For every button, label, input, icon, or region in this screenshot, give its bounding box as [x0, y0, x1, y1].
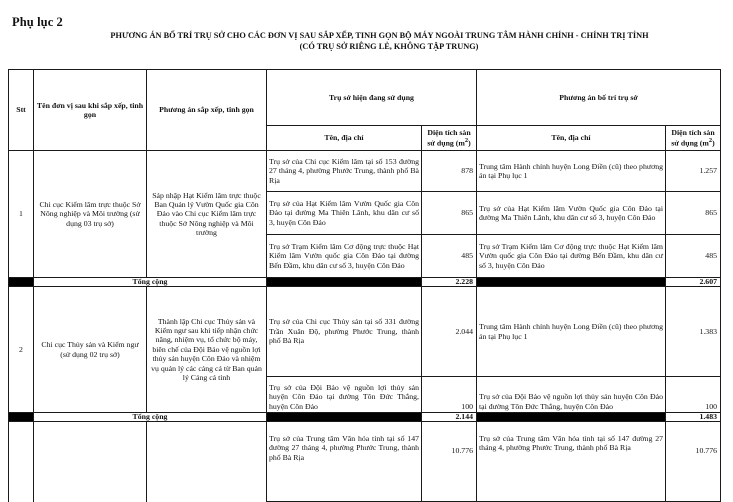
header-unit: Tên đơn vị sau khi sắp xếp, tinh gọn — [34, 70, 147, 151]
total-filler — [9, 413, 34, 422]
header-proposed-offices: Phương án bố trí trụ sở — [477, 70, 721, 126]
table-row — [9, 287, 721, 377]
proposed-area-cell: 10.776 — [666, 422, 721, 502]
proposed-office-cell: Trụ sở của Trung tâm Văn hóa tỉnh tại số 147 đường 27 tháng 4, phường Phước Trung, thành phố Bà Rịa — [477, 422, 666, 502]
document-heading: PHƯƠNG ÁN BỐ TRÍ TRỤ SỞ CHO CÁC ĐƠN VỊ SAU SẮP XẾP, TINH GỌN BỘ MÁY NGOÀI TRUNG TÂM HÀNH CHÍNH - CHÍNH TRỊ TỈNH — [110, 31, 649, 40]
proposed-office-cell: Trụ sở của Hạt Kiểm lâm Vườn Quốc gia Côn Đảo tại đường Ma Thiên Lãnh, khu dân cư số 3, huyện Côn Đảo — [477, 192, 666, 235]
proposed-area-cell: 100 — [666, 377, 721, 413]
unit-cell — [34, 422, 147, 502]
stt-cell — [9, 422, 34, 502]
office-plan-table-frame — [8, 69, 721, 502]
table-row — [9, 151, 721, 192]
total-row — [9, 278, 721, 287]
current-area-cell: 10.776 — [422, 422, 477, 502]
plan-cell: Sáp nhập Hạt Kiểm lâm trực thuộc Ban Quản lý Vườn Quốc gia Côn Đảo vào Chi cục Kiểm lâm trực thuộc Sở Nông nghiệp và Môi trường — [147, 151, 267, 278]
total-filler — [267, 413, 422, 422]
current-office-cell: Trụ sở của Trung tâm Văn hóa tỉnh tại số 147 đường 27 tháng 4, phường Phước Trung, thành phố Bà Rịa — [267, 422, 422, 502]
header-stt: Stt — [9, 70, 34, 151]
total-label: Tổng cộng — [34, 413, 267, 422]
proposed-office-cell: Trung tâm Hành chính huyện Long Điền (cũ) theo phương án tại Phụ lục 1 — [477, 287, 666, 377]
header-row-1 — [9, 70, 721, 126]
current-area-cell: 485 — [422, 235, 477, 278]
proposed-office-cell: Trụ sở của Đội Bảo vệ nguồn lợi thủy sản huyện Côn Đảo tại đường Tôn Đức Thắng, huyện Côn Đảo — [477, 377, 666, 413]
proposed-area-cell: 1.383 — [666, 287, 721, 377]
header-current-name: Tên, địa chỉ — [267, 126, 422, 151]
current-area-cell: 2.044 — [422, 287, 477, 377]
plan-cell — [147, 422, 267, 502]
unit-cell: Chi cục Thủy sản và Kiểm ngư (sử dụng 02 trụ sở) — [34, 287, 147, 413]
total-filler — [9, 278, 34, 287]
total-filler — [267, 278, 422, 287]
total-row — [9, 413, 721, 422]
current-area-cell: 865 — [422, 192, 477, 235]
current-office-cell: Trụ sở của Chi cục Kiểm lâm tại số 153 đường 27 tháng 4, phường Phước Trung, thành phố Bà Rịa — [267, 151, 422, 192]
header-proposed-name: Tên, địa chỉ — [477, 126, 666, 151]
total-filler — [477, 413, 666, 422]
total-proposed-area: 1.483 — [666, 413, 721, 422]
document-subheading: (CÓ TRỤ SỞ RIÊNG LẺ, KHÔNG TẬP TRUNG) — [299, 42, 479, 51]
proposed-office-cell: Trụ sở Trạm Kiểm lâm Cơ động trực thuộc Hạt Kiểm lâm Vườn quốc gia Côn Đảo tại đường Bến Đầm, khu dân cư số 3, huyện Côn Đảo — [477, 235, 666, 278]
current-office-cell: Trụ sở Trạm Kiểm lâm Cơ động trực thuộc Hạt Kiểm lâm Vườn quốc gia Côn Đảo tại đường Bến Đầm, khu dân cư số 3, huyện Côn Đảo — [267, 235, 422, 278]
table-row — [9, 422, 721, 502]
proposed-area-cell: 865 — [666, 192, 721, 235]
unit-cell: Chi cục Kiểm lâm trực thuộc Sở Nông nghiệp và Môi trường (sử dụng 03 trụ sở) — [34, 151, 147, 278]
office-plan-table — [8, 69, 721, 502]
proposed-area-cell: 1.257 — [666, 151, 721, 192]
current-area-cell: 878 — [422, 151, 477, 192]
header-plan: Phương án sắp xếp, tinh gọn — [147, 70, 267, 151]
proposed-area-cell: 485 — [666, 235, 721, 278]
header-proposed-area: Diện tích sàn sử dụng $(m^2)$ — [666, 126, 721, 151]
current-office-cell: Trụ sở của Chi cục Thủy sản tại số 331 đường Trần Xuân Độ, phường Phước Trung, thành phố Bà Rịa — [267, 287, 422, 377]
stt-cell: 2 — [9, 287, 34, 413]
appendix-title: Phụ lục 2 — [12, 15, 63, 29]
total-proposed-area: 2.607 — [666, 278, 721, 287]
stt-cell: 1 — [9, 151, 34, 278]
header-current-area: Diện tích sàn sử dụng $(m^2)$ — [422, 126, 477, 151]
header-current-offices: Trụ sở hiện đang sử dụng — [267, 70, 477, 126]
current-office-cell: Trụ sở của Đội Bảo vệ nguồn lợi thủy sản huyện Côn Đảo tại đường Tôn Đức Thắng, huyện Côn Đảo — [267, 377, 422, 413]
total-current-area: 2.228 — [422, 278, 477, 287]
plan-cell: Thành lập Chi cục Thủy sản và Kiểm ngư sau khi tiếp nhận chức năng, nhiệm vụ, tổ chức bộ máy, biên chế của Đội Bảo vệ nguồn lợi thủy sản huyện Côn Đảo và nhiệm vụ quản lý các cảng cá từ Ban quản lý Cảng cá tỉnh — [147, 287, 267, 413]
proposed-office-cell: Trung tâm Hành chính huyện Long Điền (cũ) theo phương án tại Phụ lục 1 — [477, 151, 666, 192]
total-filler — [477, 278, 666, 287]
total-current-area: 2.144 — [422, 413, 477, 422]
total-label: Tổng cộng — [34, 278, 267, 287]
current-area-cell: 100 — [422, 377, 477, 413]
current-office-cell: Trụ sở của Hạt Kiểm lâm Vườn Quốc gia Côn Đảo tại đường Ma Thiên Lãnh, khu dân cư số 3, huyện Côn Đảo — [267, 192, 422, 235]
